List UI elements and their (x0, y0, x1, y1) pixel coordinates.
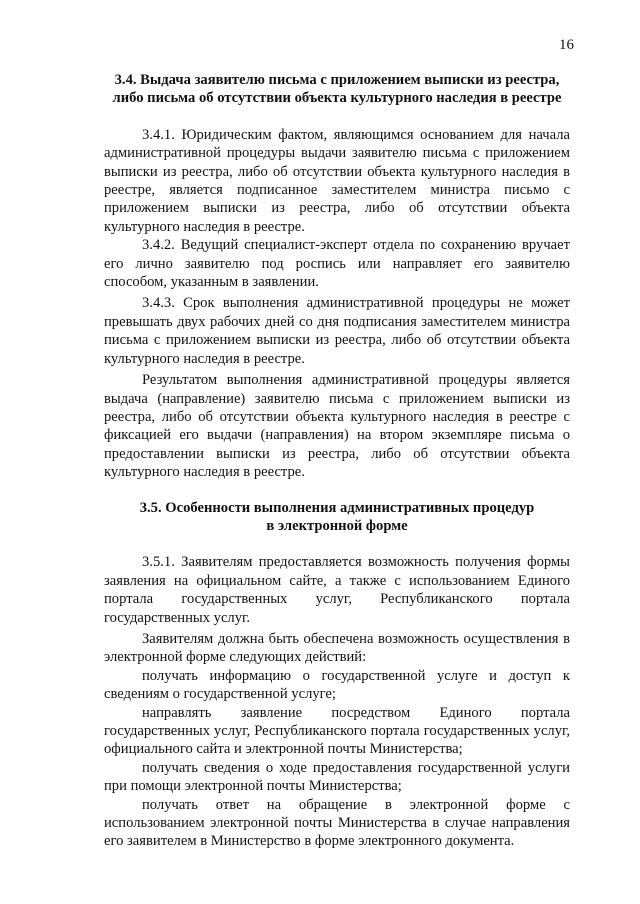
list-item-get-status: получать сведения о ходе предоставления государственной услуги при помощи электронной почты Министерства; (104, 759, 570, 795)
paragraph-3-4-result: Результатом выполнения административной процедуры является выдача (направление) заявителю письма с приложением выписки из реестра, либо об отсутствии объекта культурного наследия в реестре с фиксацией его выдачи (направления) на втором экземпляре письма о предоставлении выписки из реестра, либо об отсутствии объекта культурного наследия в реестре. (104, 372, 570, 481)
section-3-5-heading-line2: в электронной форме (266, 517, 408, 534)
paragraph-3-4-2: 3.4.2. Ведущий специалист-эксперт отдела по сохранению вручает его лично заявителю под роспись или направляет его заявителю способом, указанным в заявлении. (104, 237, 570, 291)
document-body (104, 71, 570, 851)
list-item-get-info: получать информацию о государственной услуге и доступ к сведениям о государственной услуге; (104, 667, 570, 703)
list-item-send-application: направлять заявление посредством Единого портала государственных услуг, Республиканского портала государственных услуг, официального сайта и электронной почты Министерства; (104, 704, 570, 758)
paragraph-3-5-1: 3.5.1. Заявителям предоставляется возможность получения формы заявления на официальном сайте, а также с использованием Единого портала государственных услуг, Республиканского портала государственных услуг. (104, 554, 570, 626)
page-number: 16 (559, 37, 574, 53)
paragraph-3-4-1: 3.4.1. Юридическим фактом, являющимся основанием для начала административной процедуры выдачи заявителю письма с приложением выписки из реестра, либо об отсутствии объекта культурного наследия в реестре, является подписанное заместителем министра письмо с приложением выписки из реестра, либо об отсутствии объекта культурного наследия в реестре. (104, 126, 570, 235)
list-item-get-response: получать ответ на обращение в электронной форме с использованием электронной почты Министерства в случае направления его заявителем в Министерство в форме электронного документа. (104, 796, 570, 850)
section-3-5-heading-line1: 3.5. Особенности выполнения административных процедур (139, 499, 535, 516)
section-3-5-heading (104, 499, 570, 536)
paragraph-3-4-3: 3.4.3. Срок выполнения административной процедуры не может превышать двух рабочих дней со дня подписания заместителем министра письма с приложением выписки из реестра, либо об отсутствии объекта культурного наследия в реестре. (104, 295, 570, 367)
section-3-4-heading: 3.4. Выдача заявителю письма с приложением выписки из реестра, либо письма об отсутствии объекта культурного наследия в реестре (112, 72, 562, 107)
paragraph-electronic-actions: Заявителям должна быть обеспечена возможность осуществления в электронной форме следующих действий: (104, 630, 570, 666)
